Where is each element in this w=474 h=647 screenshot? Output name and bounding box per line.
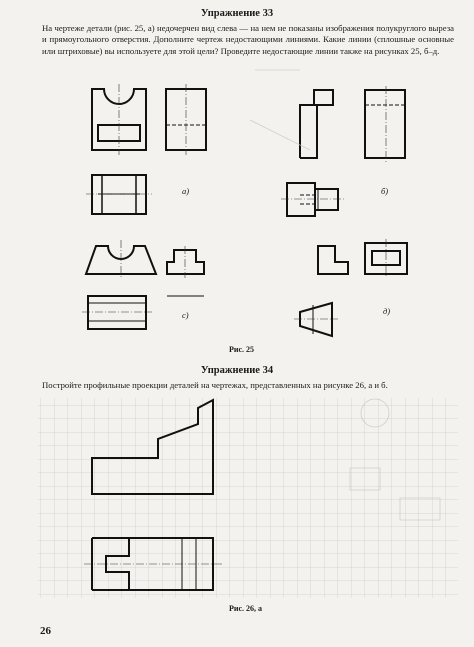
fig25b-side-view [365,90,405,158]
fig25b-top-view [287,183,338,216]
fig25c-side-view [167,250,204,274]
fig25c-label: с) [182,310,189,320]
fig25d-label: д) [383,306,391,316]
fig25d-front-view [318,246,348,274]
fig25-caption: Рис. 25 [229,345,255,354]
fig25c-top-view [88,296,146,329]
fig26a-caption: Рис. 26, а [229,604,263,613]
grid-paper [38,398,458,598]
exercise-33-text: На чертеже детали (рис. 25, а) недочерчен вид слева — на нем не показаны изображения полукруглого выреза и прямоугольного отверстия. Дополните чертеж недостающими линиями. Какие линии (сплошные основные или штриховые) вы используете для этой цели? Проведите недостающие линии также на рисунках 25, б–д. [42,23,454,56]
exercise-33-title: Упражнение 33 [200,8,274,19]
fig25d-top-view [300,303,332,336]
page-number: 26 [40,625,51,637]
exercise-34-title: Упражнение 34 [200,365,274,376]
fig25a-label: а) [182,186,190,196]
exercise-34-text: Постройте профильные проекции деталей на чертежах, представленных на рисунке 26, а и б. [42,380,388,390]
fig25b-label: б) [381,186,389,196]
